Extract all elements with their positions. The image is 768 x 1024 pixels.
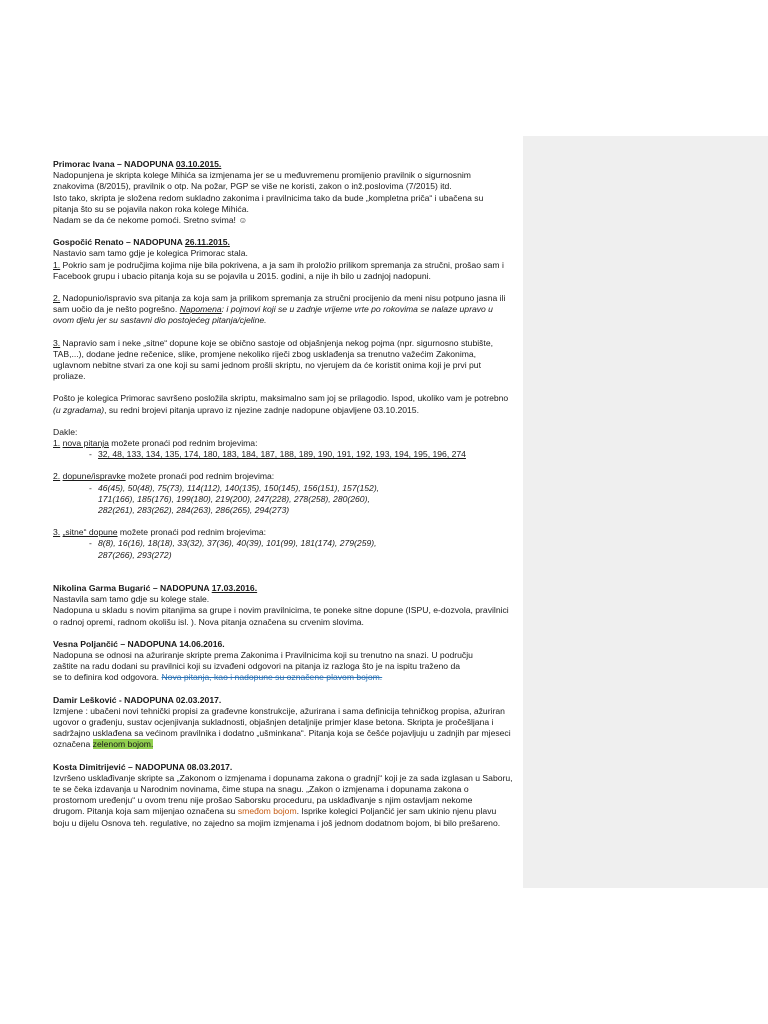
text-line: ugovor o građenju, sustav ocjenjivanja sukladnosti, objašnjen detaljnije primjer klase betona. Skripta je pročešljana i [53, 716, 494, 727]
text-line: se to definira kod odgovora. Nova pitanja, kao i nadopune su označene plavom bojom. [53, 672, 383, 683]
update-block-gospocic [53, 237, 515, 561]
text-line: Facebook grupu i ubacio pitanja koja su se pojavila u 2015. godini, a nije ih bilo u zadnjoj nadopuni. [53, 270, 431, 281]
text-line: Nadopuna u skladu s novim pitanjima sa grupe i novim pravilnicima, te poneke sitne dopune (ISPU, e-dozvola, pravilnici [53, 605, 509, 616]
number-list: 287(266), 293(272) [98, 549, 172, 560]
text-line: 3. Napravio sam i neke „sitne“ dopune koje se obično sastoje od objašnjenja nekog pojma (npr. sigurnosno stubište, [53, 337, 493, 348]
list-item-small-additions: 3. „sitne“ dopune možete pronaći pod rednim brojevima: [53, 527, 267, 538]
number-list: 282(261), 283(262), 284(263), 286(265), 294(273) [98, 505, 290, 516]
text-line: Nastavio sam tamo gdje je kolegica Primorac stala. [53, 248, 248, 259]
brown-highlight-text: smeđom bojom [237, 806, 297, 817]
text-line: sam uočio da je nešto pogrešno. Napomena: i pojmovi koji se u zadnje vrijeme vrte po rokovima se nalaze upravo u [53, 304, 493, 315]
text-line: 1. Pokrio sam je područjima kojima nije bila pokrivena, a ja sam ih proložio prilikom spremanja za stručni, prošao sam i [53, 259, 504, 270]
green-highlight-text: zelenom bojom. [92, 739, 154, 750]
text-line: označena zelenom bojom. [53, 739, 154, 750]
text-line: zaštite na radu dodani su pravilnici koji su izvađeni odgovori na pitanja iz razloga što je na ispitu traženo da [53, 661, 461, 672]
number-list: - 46(45), 50(48), 75(73), 114(112), 140(135), 150(145), 156(151), 157(152), [89, 482, 380, 493]
note-label: Napomena [179, 304, 222, 315]
update-block-poljancic [53, 639, 515, 684]
update-block-dimitrijevic [53, 762, 515, 829]
number-list: - 8(8), 16(16), 18(18), 33(32), 37(36), 40(39), 101(99), 181(174), 279(259), [89, 538, 377, 549]
list-item-corrections: 2. dopune/ispravke možete pronaći pod rednim brojevima: [53, 471, 275, 482]
number-list: 171(166), 185(176), 199(180), 219(200), 247(228), 278(258), 280(260), [98, 493, 370, 504]
text-line: ovom djelu jer su sastavni dio postojećeg pitanja/cjeline. [53, 315, 267, 326]
text-line: te se čeka izdavanja u Narodnim novinama, čime stupa na snagu. „Zakon o izmjenama i dopunama zakona o [53, 783, 469, 794]
text-line: drugom. Pitanja koja sam mijenjao označena su smeđom bojom. Isprike kolegici Poljančić jer sam ukinio njenu plavu [53, 806, 497, 817]
text-line: prostornom uređenju“ u ovom trenu nije prošao Saborsku proceduru, pa usklađivanje s njim ostavljam nekome [53, 795, 473, 806]
blue-highlight-text: Nova pitanja, kao i nadopune su označene plavom bojom. [161, 672, 383, 683]
text-line: znakovima (8/2015), pravilnik o otp. Na požar, PGP se više ne koristi, zakon o inž.poslovima (7/2015) itd. [53, 181, 452, 192]
number-list: - 32, 48, 133, 134, 135, 174, 180, 183, 184, 187, 188, 189, 190, 191, 192, 193, 194, 195, 196, 274 [89, 449, 466, 460]
text-line: proliaze. [53, 371, 86, 382]
text-line: o radnoj opremi, radnom okolišu isl. ). Nova pitanja označena su crvenim slovima. [53, 616, 364, 627]
text-line: Nadopunjena je skripta kolege Mihića sa izmjenama jer se u međuvremenu promijenio pravilnik o sigurnosnim [53, 170, 471, 181]
update-block-garma [53, 583, 515, 628]
text-line: Nadam se da će nekome pomoći. Sretno svima! ☺ [53, 215, 248, 226]
text-line: uglavnom nebitne stvari za one koji su sami jednom prošli skriptu, no vjerujem da će koristit onima koji je prvi put [53, 360, 481, 371]
text-line: 2. Nadopunio/ispravio sva pitanja za koja sam ja prilikom spremanja za stručni procijenio da meni nisu potpuno jasna ili [53, 293, 506, 304]
block-date: 17.03.2016. [211, 582, 258, 593]
text-line: (u zgradama), su redni brojevi pitanja upravo iz njezine zadnje nadopune objavljene 03.10.2015. [53, 404, 419, 415]
text-line: Dakle: [53, 426, 78, 437]
document-body [53, 159, 515, 840]
list-item-new-questions: 1. nova pitanja možete pronaći pod rednim brojevima: [53, 438, 258, 449]
text-line: pitanja što su se pojavila nakon roka kolege Mihića. [53, 203, 249, 214]
comment-margin-pane [523, 136, 768, 888]
text-line: Pošto je kolegica Primorac savršeno posložila skriptu, maksimalno sam joj se prilagodio. Ispod, ukoliko vam je potrebno [53, 393, 509, 404]
block-header: Nikolina Garma Bugarić – NADOPUNA 17.03.2016. [53, 582, 258, 593]
text-line: Nadopuna se odnosi na ažuriranje skripte prema Zakonima i Pravilnicima koji su trenutno na snazi. U području [53, 649, 473, 660]
text-line: Izmjene : ubačeni novi tehnički propisi za građevne konstrukcije, ažurirana i sama definicija tehničkog propisa, ažuriran [53, 705, 505, 716]
block-header: Primorac Ivana – NADOPUNA 03.10.2015. [53, 159, 222, 169]
text-line: boju u dijelu Osnova teh. regulative, no zajedno sa mojim izmjenama i još jednom dodatnom bojom, bi bilo prešareno. [53, 817, 501, 828]
block-header: Kosta Dimitrijević – NADOPUNA 08.03.2017. [53, 761, 233, 772]
text-line: sadržajno usklađena sa većinom pravilnika i dodatno „ušminkana“. Pitanja koja se češće pojavljuju u zadnjih par mjeseci [53, 728, 511, 739]
text-line: TAB,...), dodane jedne rečenice, slike, promjene nekoliko riječi zbog usklađenja sa trenutno važećim Zakonima, [53, 348, 477, 359]
block-header: Gospočić Renato – NADOPUNA 26.11.2015. [53, 237, 230, 248]
block-date: 26.11.2015. [184, 237, 230, 248]
text-line: Nastavila sam tamo gdje su kolege stale. [53, 594, 210, 605]
block-header: Vesna Poljančić – NADOPUNA 14.06.2016. [53, 638, 225, 649]
update-block-leskovic [53, 695, 515, 751]
text-line: Isto tako, skripta je složena redom sukladno zakonima i pravilnicima tako da bude „kompletna priča“ i ubačena su [53, 192, 484, 203]
update-block-primorac [53, 159, 515, 226]
text-line: Izvršeno usklađivanje skripte sa „Zakonom o izmjenama i dopunama zakona o gradnji“ koji je za sada izglasan u Saboru, [53, 772, 513, 783]
block-date: 03.10.2015. [175, 159, 222, 169]
block-header: Damir Lešković - NADOPUNA 02.03.2017. [53, 694, 222, 705]
